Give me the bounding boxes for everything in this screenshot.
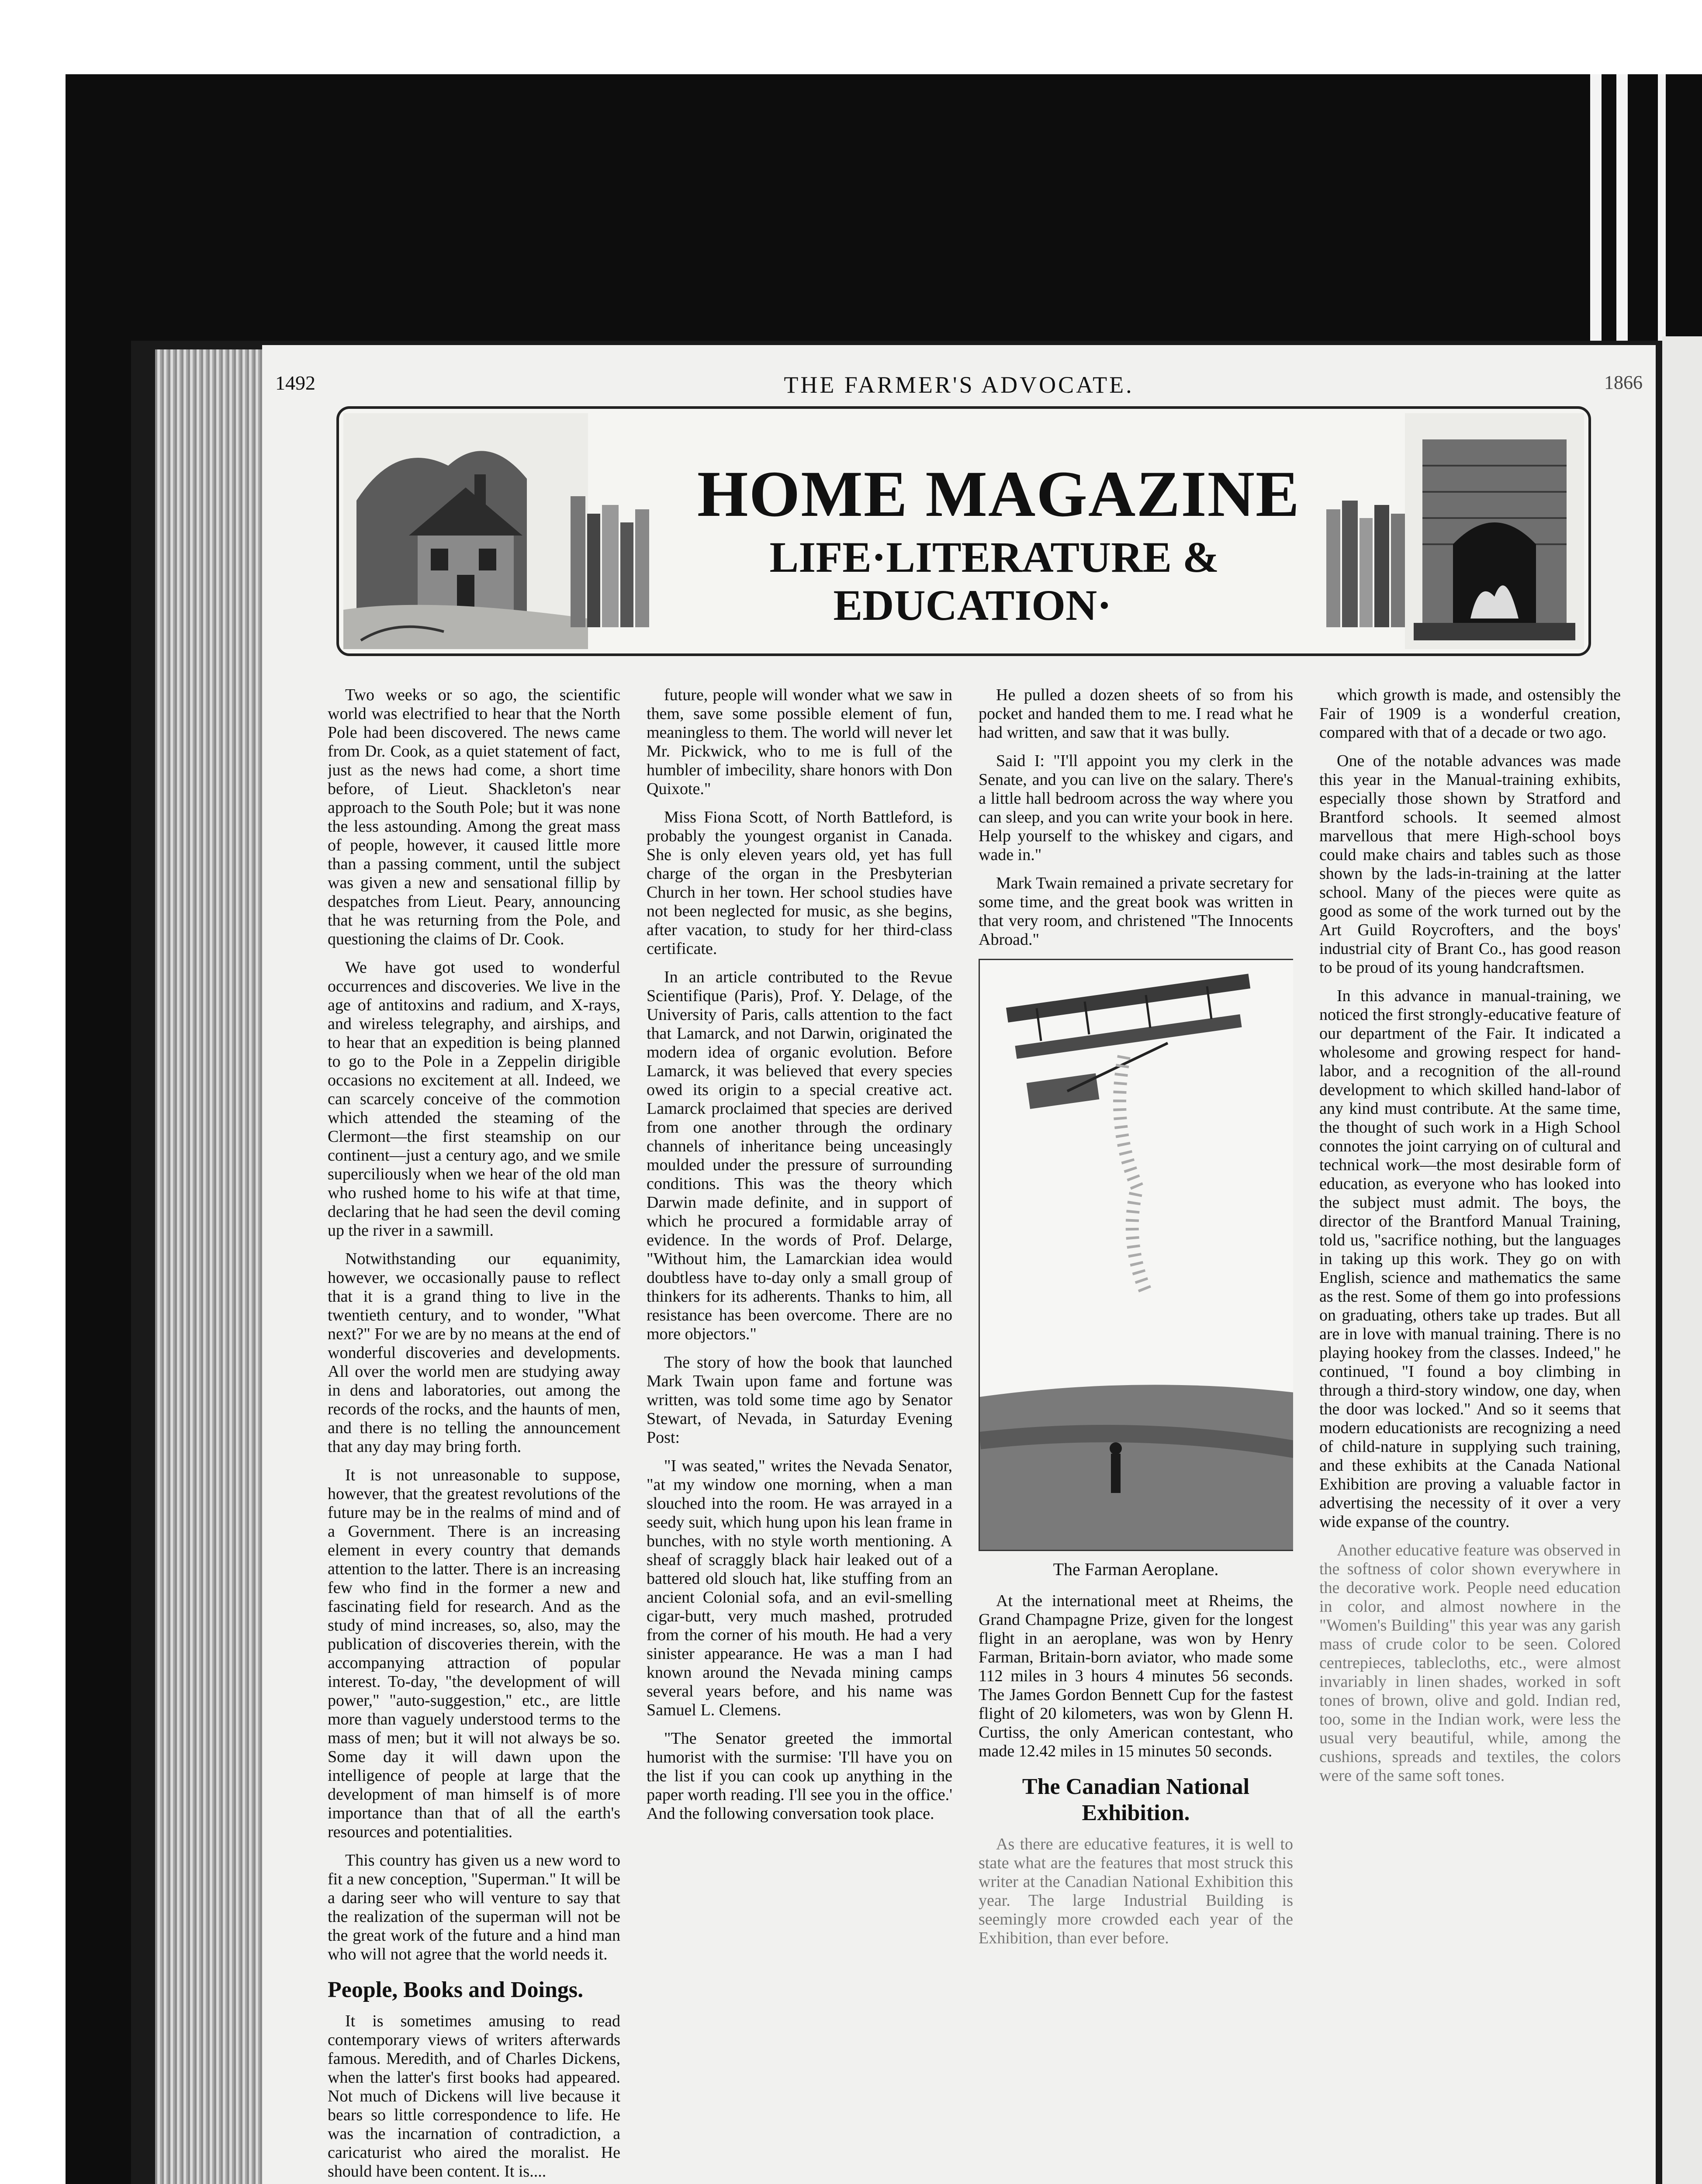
article-column <box>647 686 952 2184</box>
aeroplane-photo-image <box>980 960 1293 1550</box>
section-heading: The Canadian National Exhibition. <box>1022 1774 1250 1825</box>
paragraph: Said I: "I'll appoint you my clerk in the Senate, and you can live on the salary. There's a little hall bedroom across the way where you can sleep, and you can write your book in here. Help yourself to the whiskey and cigars, and wade in." <box>979 752 1293 864</box>
farmhouse-illustration <box>343 413 588 649</box>
paragraph: Mark Twain remained a private secretary for some time, and the great book was written in that very room, and christened "The Innocents Abroad." <box>979 874 1293 949</box>
paragraph: Another educative feature was observed in the softness of color shown everywhere in the decorative work. People need education in color, and almost nowhere in the "Women's Building" this year was any garish mass of crude color to be seen. Colored centrepieces, tablecloths, etc., were almost invariably in linen shades, worked in soft tones of brown, olive and gold. Indian red, too, some in the Indian work, were less the usual very beautiful, while, among the cushions, spreads and textiles, the colors were of the same soft tones. <box>1319 1541 1621 1785</box>
bookshelf-illustration <box>566 426 654 636</box>
aeroplane-photograph <box>979 959 1293 1551</box>
paragraph: Notwithstanding our equanimity, however, we occasionally pause to reflect that it is a grand thing to live in the twentieth century, and to wonder, "What next?" For we are by no means at the end of wonderful discoveries and developments. All over the world men are studying away in dens and laboratories, out among the records of the rocks, and the haunts of men, and there is no telling the announcement that any day may bring forth. <box>328 1250 620 1456</box>
page-number: 1492 <box>275 372 315 394</box>
paragraph: It is sometimes amusing to read contemporary views of writers afterwards famous. Meredith, and of Charles Dickens, when the latter's first books had appeared. Not much of Dickens will live because it bears so little correspondence to life. He was the incarnation of contradiction, a caricaturist who aired the moralist. He should have been content. It is.... <box>328 2012 620 2181</box>
paragraph: "The Senator greeted the immortal humorist with the surmise: 'I'll have you on the list if you can cook up anything in the paper worth reading. I'll see you in the office.' And the following conversation took place. <box>647 1729 952 1823</box>
banner-title: HOME MAGAZINE <box>697 458 1301 530</box>
paragraph: It is not unreasonable to suppose, however, that the greatest revolutions of the future may be in the realms of mind and of a Government. There is an increasing element in every country that demands attention to the latter. There is an increasing few who find in the former a new and fascinating field for research. And as the study of mind increases, so, also, may the publication of discoveries therein, with the accompanying attraction of popular interest. To-day, "the development of will power," "auto-suggestion," etc., are little more than vaguely understood terms to the mass of men; but it will not always be so. Some day it will dawn upon the intelligence of people at large that the development of man himself is of more importance than that of all the earth's resources and potentialities. <box>328 1466 620 1841</box>
paragraph: We have got used to wonderful occurrences and discoveries. We live in the age of antitoxins and radium, and X-rays, and wireless telegraphy, and airships, and to hear that an expedition is being planned to go to the Pole in a Zeppelin dirigible occasions no excitement at all. Indeed, we can scarcely conceive of the commotion which attended the steaming of the Clermont—the first steamship on our continent—just a century ago, and we smile superciliously when we hear of the old man who rushed home to his wife at that time, declaring that he had seen the devil coming up the river in a sawmill. <box>328 958 620 1240</box>
bookshelf-illustration <box>1322 426 1409 636</box>
paragraph: In this advance in manual-training, we noticed the first strongly-educative feature of our department of the Fair. It indicated a wholesome and growing respect for hand-labor, and a recognition of the all-round development to which skilled hand-labor of any kind must contribute. At the same time, the thought of such work in a High School connotes the joint carrying on of cultural and technical work—the most desirable form of education, as everyone who has looked into the subject must admit. The boys, the director of the Brantford Manual Training, told us, "sacrifice nothing, but the languages in taking up this work. They go on with English, science and mathematics the same as the rest. Some of them go into professions on graduating, others take up trades. But all are in love with manual training. There is no playing hookey from the classes. Indeed," he continued, "I found a boy climbing in through a third-story window, one day, when the door was locked." And so it seems that modern educationists are recognizing a need of child-nature in supplying such training, and these exhibits at the Canada National Exhibition are proving a valuable factor in advertising the necessity of it over a very wide expanse of the country. <box>1319 987 1621 1531</box>
magazine-title: THE FARMER'S ADVOCATE. <box>784 372 1134 398</box>
paragraph: future, people will wonder what we saw in them, save some possible element of fun, meaningless to them. The world will never let Mr. Pickwick, who to me is full of the humbler of imbecility, share honors with Don Quixote." <box>647 686 952 798</box>
paragraph: Miss Fiona Scott, of North Battleford, is probably the youngest organist in Canada. She is only eleven years old, yet has full charge of the organ in the Presbyterian Church in her town. Her school studies have not been neglected for music, as she begins, after vacation, to study for her third-class certificate. <box>647 808 952 958</box>
banner-subtitle: EDUCATION· <box>833 581 1112 629</box>
paragraph: In an article contributed to the Revue Scientifique (Paris), Prof. Y. Delage, of the University of Paris, calls attention to the fact that Lamarck, and not Darwin, originated the modern idea of organic evolution. Before Lamarck, it was believed that every species owed its origin to a special creative act. Lamarck proclaimed that species are derived from one another through the ordinary channels of inheritance being unceasingly moulded under the pressure of surrounding conditions. This was the theory which Darwin made definite, and in support of which he procured a formidable array of evidence. In the words of Prof. Delarge, "Without him, the Lamarckian idea would doubtless have to-day only a small group of thinkers for its adherents. Thanks to him, all resistance has been overcome. There are no more objectors." <box>647 968 952 1343</box>
photo-caption: The Farman Aeroplane. <box>1053 1559 1219 1579</box>
article-column <box>328 686 620 2184</box>
paragraph: which growth is made, and ostensibly the Fair of 1909 is a wonderful creation, compared with that of a decade or two ago. <box>1319 686 1621 742</box>
magazine-page <box>262 345 1656 2184</box>
section-heading: People, Books and Doings. <box>328 1977 584 2002</box>
paragraph: One of the notable advances was made this year in the Manual-training exhibits, especially those shown by Stratford and Brantford schools. It seemed almost marvellous that mere High-school boys could make chairs and tables such as those shown by the lads-in-training at the latter school. Many of the pieces were quite as good as some of the work turned out by the Art Guild Roycrofters, and the boys' industrial city of Brant Co., has good reason to be proud of its young handcraftsmen. <box>1319 752 1621 977</box>
article-column <box>979 686 1293 2184</box>
issue-date: 1866 <box>1604 372 1643 393</box>
paragraph: Two weeks or so ago, the scientific world was electrified to hear that the North Pole had been discovered. The news came from Dr. Cook, as a quiet statement of fact, just as the news had come, a short time before, of Lieut. Shackleton's near approach to the South Pole; but it was none the less astounding. Among the great mass of people, however, it caused little more than a passing comment, until the subject was given a new and sensational fillip by despatches from Lieut. Peary, announcing that he was returning from the Pole, and questioning the claims of Dr. Cook. <box>328 686 620 948</box>
facing-page-edge <box>1662 336 1702 2184</box>
paragraph: As there are educative features, it is well to state what are the features that most struck this writer at the Canadian National Exhibition this year. The large Industrial Building is seemingly more crowded each year of the Exhibition, than ever before. <box>979 1835 1293 1947</box>
paragraph: At the international meet at Rheims, the Grand Champagne Prize, given for the longest flight in an aeroplane, was won by Henry Farman, Britain-born aviator, who made some 112 miles in 3 hours 4 minutes 56 seconds. The James Gordon Bennett Cup for the fastest flight of 20 kilometers, was won by Glenn H. Curtiss, the only American contestant, who made 12.42 miles in 15 minutes 50 seconds. <box>979 1592 1293 1760</box>
paragraph: The story of how the book that launched Mark Twain upon fame and fortune was written, was told some time ago by Senator Stewart, of Nevada, in Saturday Evening Post: <box>647 1353 952 1447</box>
paragraph: "I was seated," writes the Nevada Senator, "at my window one morning, when a man slouched into the room. He was arrayed in a seedy suit, which hung upon his lean frame in bunches, with no style worth mentioning. A sheaf of scraggly black hair leaked out of a battered old slouch hat, like stuffing from an ancient Colonial sofa, and an evil-smelling cigar-butt, very much mashed, protruded from the corner of his mouth. He had a very sinister appearance. He was a man I had known around the Nevada mining camps several years before, and his name was Samuel L. Clemens. <box>647 1457 952 1719</box>
home-magazine-banner <box>336 406 1591 656</box>
fireplace-illustration <box>1405 413 1584 649</box>
paragraph: He pulled a dozen sheets of so from his pocket and handed them to me. I read what he had written, and saw that it was bully. <box>979 686 1293 742</box>
page-edges <box>155 349 264 2184</box>
paragraph: This country has given us a new word to fit a new conception, "Superman." It will be a daring seer who will venture to say that the realization of the superman will not be the great work of the future and a hind man who will not agree that the world needs it. <box>328 1851 620 1963</box>
banner-subtitle: LIFE·LITERATURE & <box>769 533 1219 581</box>
article-column <box>1319 686 1621 2184</box>
running-head <box>275 371 1643 397</box>
